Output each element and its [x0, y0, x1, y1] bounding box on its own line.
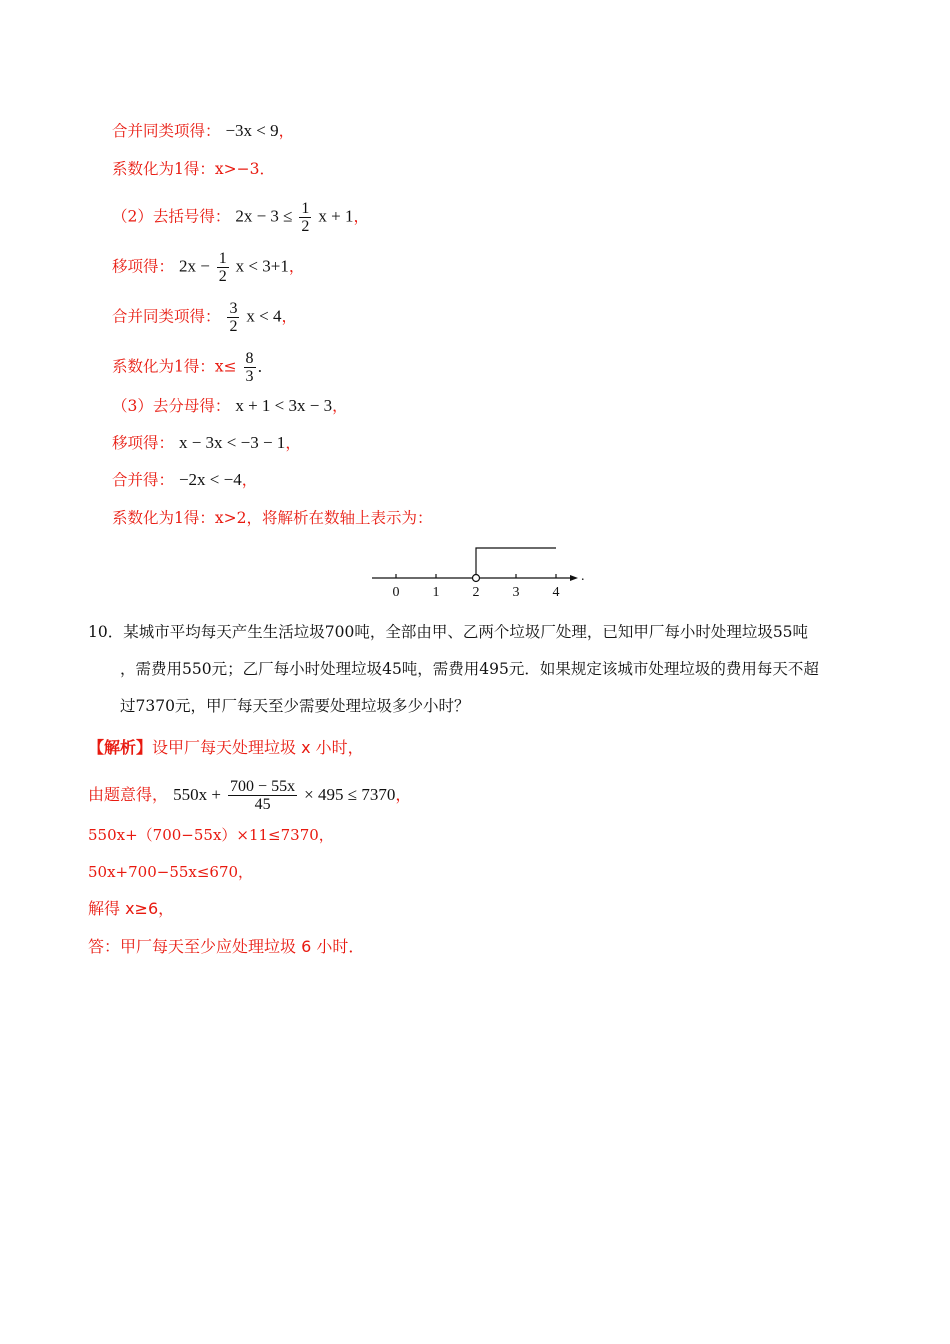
coef-a: x≤	[214, 357, 237, 376]
fraction-one-half	[299, 200, 311, 235]
coef-label: 系数化为1得：	[112, 509, 215, 527]
merge-expr: −2x < −4	[178, 470, 242, 489]
punctuation: ．	[257, 357, 274, 376]
solution-ray	[476, 548, 556, 574]
answer-step-1	[88, 824, 334, 846]
punctuation: ，	[353, 207, 369, 226]
fraction-three-halves	[227, 300, 239, 335]
expr-b: x + 1	[318, 206, 354, 226]
merge-step-1	[112, 120, 294, 142]
frac-den: 2	[218, 268, 227, 285]
fraction-equation	[228, 778, 297, 813]
move-label: 移项得：	[112, 257, 175, 276]
move-a: 2x −	[178, 256, 210, 276]
trailing-dot: .	[581, 569, 585, 584]
move-step-2	[112, 250, 304, 285]
part2-label: （2）去括号得：	[112, 207, 231, 226]
question-text: ，需费用550元；乙厂每小时处理垃圾45吨，需费用495元．如果规定该城市处理垃圾的费用每天不超	[120, 660, 819, 678]
merge-label: 合并同类项得：	[112, 307, 221, 326]
coefficient-step-2	[112, 350, 273, 385]
fraction-one-half	[217, 250, 229, 285]
merge-step-2	[112, 300, 297, 335]
coef-label: 系数化为1得：	[112, 160, 215, 178]
tick-label: 1	[432, 585, 440, 600]
analysis-tag: 【解析】	[88, 738, 153, 757]
frac-num: 3	[229, 300, 238, 317]
answer-intro	[88, 737, 364, 759]
punctuation: ，	[281, 307, 297, 326]
merge-step-3	[112, 469, 257, 491]
step-text: 解得 x≥6，	[88, 899, 175, 918]
coef-label: 系数化为1得：	[112, 357, 215, 376]
move-step-3	[112, 432, 301, 454]
punctuation: ，	[285, 434, 301, 452]
eq-a: 550x +	[173, 785, 221, 804]
punctuation: ，	[395, 785, 412, 804]
question-10-line-2	[120, 658, 819, 680]
frac-den: 2	[229, 318, 238, 335]
axis-arrow	[570, 575, 578, 581]
fraction-eight-thirds	[244, 350, 256, 385]
question-10-line-1	[88, 621, 808, 643]
tick-label: 3	[512, 585, 520, 600]
step-text: 550x+（700−55x）×11≤7370，	[88, 826, 334, 844]
punctuation: ，	[332, 397, 348, 415]
question-text: 某城市平均每天产生生活垃圾700吨，全部由甲、乙两个垃圾厂处理，已知甲厂每小时处理垃圾55吨	[123, 623, 809, 641]
coef-result: x>2，将解析在数轴上表示为：	[214, 509, 433, 527]
conclusion-text: 答：甲厂每天至少应处理垃圾 6 小时．	[88, 937, 365, 956]
question-10-line-3	[120, 695, 469, 717]
punctuation: ，	[241, 471, 258, 489]
question-text: 过7370元，甲厂每天至少需要处理垃圾多少小时？	[120, 697, 470, 715]
coefficient-step-1	[112, 158, 275, 180]
expr: x + 1 < 3x − 3	[235, 396, 333, 415]
number-line	[370, 540, 590, 602]
question-number: 10．	[88, 623, 124, 641]
punctuation: ，	[278, 122, 295, 140]
merge-label: 合并得：	[112, 471, 175, 489]
denominator-step-3	[112, 395, 348, 417]
tick-label: 2	[472, 585, 480, 600]
frac-num: 700 − 55x	[230, 778, 296, 795]
part3-label: （3）去分母得：	[112, 397, 231, 415]
merge-label: 合并同类项得：	[112, 122, 221, 140]
move-label: 移项得：	[112, 434, 175, 452]
punctuation: ，	[288, 257, 305, 276]
answer-conclusion	[88, 936, 364, 958]
tick-label: 0	[392, 585, 400, 600]
merge-expression: −3x < 9	[225, 121, 279, 140]
answer-step-3	[88, 898, 174, 920]
answer-equation	[88, 778, 411, 813]
step-text: 50x+700−55x≤670，	[88, 863, 254, 881]
frac-den: 3	[245, 368, 254, 385]
frac-num: 1	[301, 200, 310, 217]
coefficient-step-3	[112, 507, 432, 529]
answer-intro-text: 设甲厂每天处理垃圾 x 小时，	[152, 738, 364, 757]
answer-step-2	[88, 861, 253, 883]
open-point	[473, 575, 480, 582]
frac-num: 1	[218, 250, 227, 267]
eq-label: 由题意得，	[88, 785, 169, 804]
tick-label: 4	[552, 585, 560, 600]
expr-a: 2x − 3 ≤	[235, 206, 293, 226]
coef-result: x>−3．	[214, 160, 275, 178]
move-b: x < 3+1	[235, 256, 289, 276]
merge-b: x < 4	[246, 306, 282, 326]
frac-den: 45	[254, 796, 271, 813]
move-expr: x − 3x < −3 − 1	[178, 433, 286, 452]
expand-step-2	[112, 200, 369, 235]
frac-num: 8	[245, 350, 254, 367]
frac-den: 2	[301, 218, 310, 235]
eq-b: × 495 ≤ 7370	[304, 785, 396, 804]
